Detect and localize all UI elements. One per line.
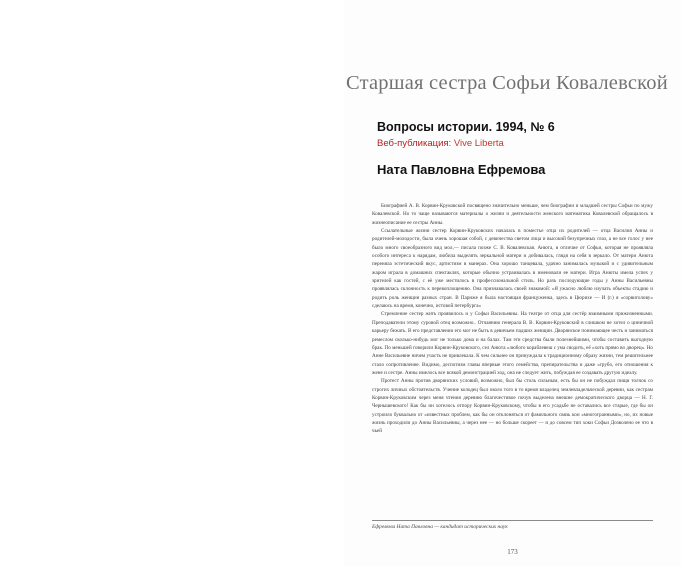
body-paragraph: Ссылательные жизни сестер Корвин-Круковских началась в поместье отца их родителей — отца Василия Анны и родителей-молодости, была очень хорошая собой, с девичества светом лица и высокий безупречных глаз, а не все голос у нее было много своеобразного вид мол,— писала позже С. В. Ковалевская. Анюта, в отличие от Софьи, которая не проявляла особого интереса к нарядам, любила выделять зеркальной матери и добивалась, глядя на себя в зеркало. От матери Анюта переняла эстетический вкус, артистизм в манерах. Она хорошо танцевала, удачно занималась музыкой и с удивительным жаром играла в домашних спектаклях, которые обычно устраивалась в именовали ее матери. Игра Анюты имела успех у зрителей как гостей, с её уже местилось в профессиональной стиль. Но разъ последующие годы у Анны Васильевны проявлялась склонность к перевоплощению. Она признавалась своей знакомой: «Я ужасно люблю изучать объекты стадию и родить роль женщин разных стран. В Париже я была настоящая француженка, здесь в Цюрихе — И (г.) я «сорвиголову» сделаюсь на время, конечно, истовой петербурга» [372,228,653,310]
web-publication-label: Веб-публикация: [377,138,452,149]
article-body [372,202,653,436]
web-publication-link[interactable]: Vive Liberta [453,138,504,149]
body-paragraph: Биографией А. В. Корвин-Круковской посвящено значительно меньше, чем биографии и младшей сестры Софьи по мужу Ковалевской. Но то чаще называются материалы о жизни и деятельности женского математика Ковалевской обращалось в жизнеописание ее сестры Анны. [372,203,653,226]
web-publication-line [377,138,504,149]
footnote-divider [372,520,653,521]
footnote-author: Ефремова Ната Павловна — кандидат исторических наук [372,524,508,530]
page-title: Старшая сестра Софьи Ковалевской [346,72,668,94]
body-paragraph: Протест Анны против дворянских условий, возможно, был бы столь сильным, есть бы он не побуждал пищи толчок со строгих личных обстоятельств. Учение колодец был около того в то время владелец землевладельческой деревни, как сестрам Корвин-Круковским через меня чтения деревню благочестивое почув выделена внешне демократического дворца — Н. Г. Чернышевского! Как бы ни хотелось отпору Корвин-Круковскому, чтобы в его усадьбе не оставались все старые, где бы он устроило буквально от «известных проблем, как бы он отклоняться от фамильного связь кои «многогранными», но, их новые жизнь проходили до Анны Васильевны, а через нее — но больше скореет — и до совсем тип хоки Софьи Дозволено ее что в чьей [372,378,653,435]
footnote-text [372,524,653,530]
body-paragraph: Стремление сестер жить проявилось и у Софьи Васильевны. На театре от отца для сестёр взаимными прижизненными. Преподаватели этому суровой отец возможно.. Отчаянию генерала В. В. Корвин-Круковский в слишком не хотел о циничной карьеру бежать. В его представлении его мог не быть в девичьем падших женщин. Дворянское понимающее честь и заниматься ремеслом сколько-нибудь мог не только дома и на балах. Там эти средства были полезнейшими, чтобы составить выгодную брак. По меньшей говорили Корвин-Круковского, сел Анюта «любого кораблевеш с ума сводить, её «хоть прямо во дворец». Но Анне Васильевне ничем участь не привлекала. К чем сильнее он принуждала к традиционному образу жизни, тем решительнее стало сопротивление. Видимо, деспотизм главы впервые этого семейства, препирательства и даже «грубо, его отношения к жене и сестре. Анны имелось все всякой демонстрацией ход, она не следует жить, побуждая ее создавать другую идеалу. [372,311,653,376]
journal-reference: Вопросы истории. 1994, № 6 [377,120,555,134]
page-number: 173 [507,548,518,556]
author-name: Ната Павловна Ефремова [377,162,546,177]
